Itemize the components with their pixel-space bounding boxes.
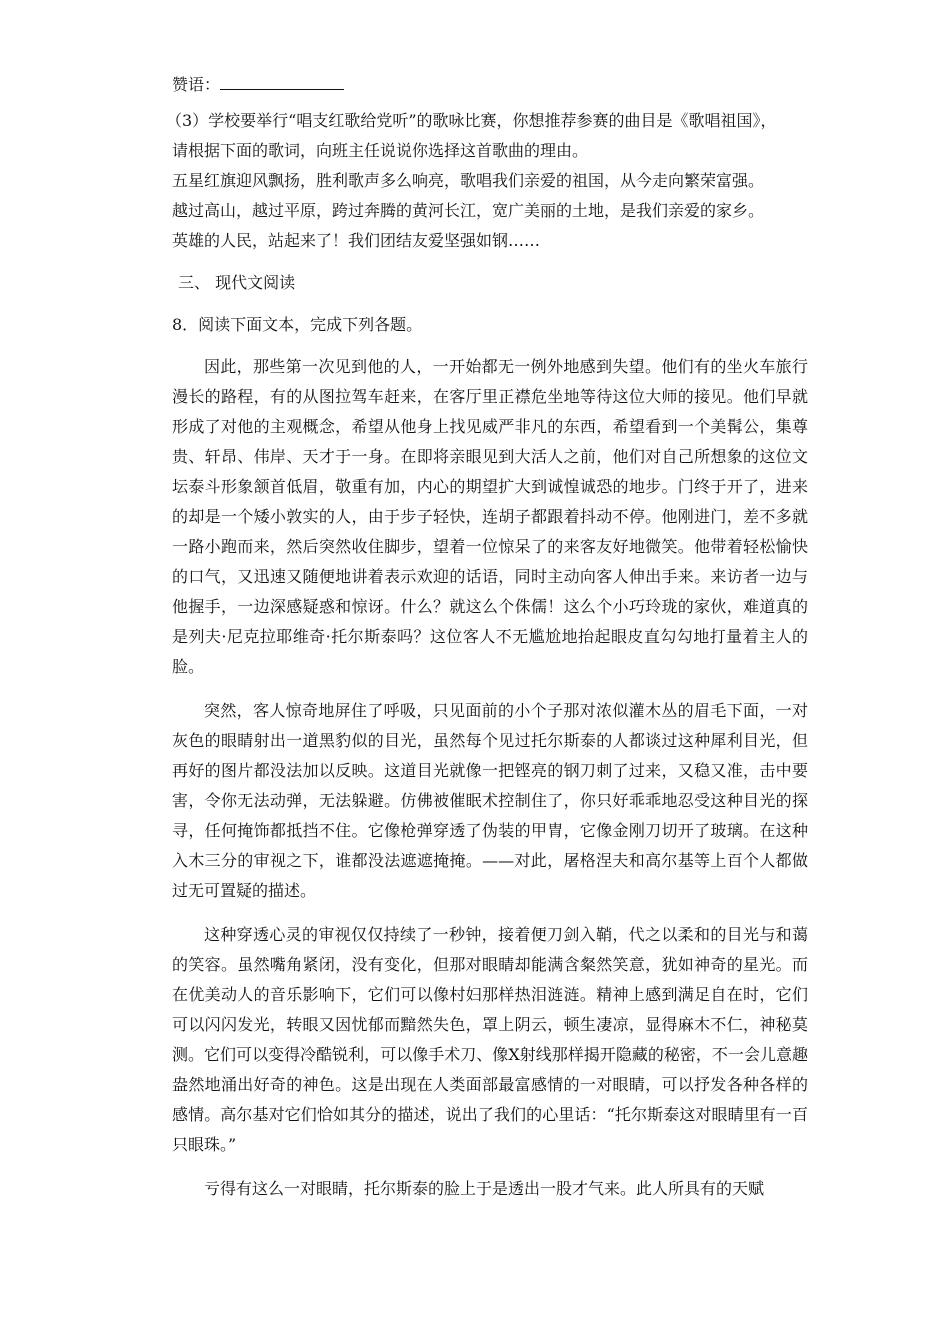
lyrics-line-1: 五星红旗迎风飘扬，胜利歌声多么响亮，歌唱我们亲爱的祖国，从今走向繁荣富强。	[172, 171, 765, 190]
praise-label: 赞语：	[172, 75, 221, 94]
section-title: 三、 现代文阅读	[178, 273, 296, 292]
article-paragraph-1: 因此，那些第一次见到他的人，一开始都无一例外地感到失望。他们有的坐火车旅行漫长的路程，有的从图拉驾车赶来，在客厅里正襟危坐地等待这位大师的接见。他们早就形成了对他的主观概念，希望从他身上找见威严非凡的东西，希望看到一个美髯公，集尊贵、轩昂、伟岸、天才于一身。在即将亲眼见到大活人之前，他们对自己所想象的这位文坛泰斗形象颔首低眉，敬重有加，内心的期望扩大到诚惶诚恐的地步。门终于开了，进来的却是一个矮小敦实的人，由于步子轻快，连胡子都跟着抖动不停。他刚进门，差不多就一路小跑而来，然后突然收住脚步，望着一位惊呆了的来客友好地微笑。他带着轻松愉快的口气，又迅速又随便地讲着表示欢迎的话语，同时主动向客人伸出手来。来访者一边与他握手，一边深感疑惑和惊讶。什么？就这么个侏儒！这么个小巧玲珑的家伙，难道真的是列夫·尼克拉耶维奇·托尔斯泰吗？这位客人不无尴尬地抬起眼皮直勾勾地打量着主人的脸。	[172, 357, 808, 676]
question3-line2: 请根据下面的歌词，向班主任说说你选择这首歌曲的理由。	[172, 141, 589, 160]
question3-line1: （3）学校要举行“唱支红歌给党听”的歌咏比赛，你想推荐参赛的曲目是《歌唱祖国》，	[166, 111, 777, 130]
article-paragraph-2: 突然，客人惊奇地屏住了呼吸，只见面前的小个子那对浓似灌木丛的眉毛下面，一对灰色的眼睛射出一道黑豹似的目光，虽然每个见过托尔斯泰的人都谈过这种犀利目光，但再好的图片都没法加以反映。这道目光就像一把铿亮的钢刀刺了过来，又稳又准，击中要害，令你无法动弹，无法躲避。仿佛被催眠术控制住了，你只好乖乖地忍受这种目光的探寻，任何掩饰都抵挡不住。它像枪弹穿透了伪装的甲胄，它像金刚刀切开了玻璃。在这种入木三分的审视之下，谁都没法遮遮掩掩。——对此，屠格涅夫和高尔基等上百个人都做过无可置疑的描述。	[172, 701, 808, 900]
praise-answer-blank[interactable]	[220, 73, 344, 90]
lyrics-line-2: 越过高山，越过平原，跨过奔腾的黄河长江，宽广美丽的土地，是我们亲爱的家乡。	[172, 201, 765, 220]
article-paragraph-4: 亏得有这么一对眼睛，托尔斯泰的脸上于是透出一股才气来。此人所具有的天赋	[204, 1179, 765, 1198]
lyrics-line-3: 英雄的人民，站起来了！我们团结友爱坚强如钢……	[172, 231, 541, 250]
question8-prompt: 8．阅读下面文本，完成下列各题。	[172, 315, 423, 334]
article-paragraph-3: 这种穿透心灵的审视仅仅持续了一秒钟，接着便刀剑入鞘，代之以柔和的目光与和蔼的笑容。虽然嘴角紧闭，没有变化，但那对眼睛却能满含粲然笑意，犹如神奇的星光。而在优美动人的音乐影响下，它们可以像村妇那样热泪涟涟。精神上感到满足自在时，它们可以闪闪发光，转眼又因忧郁而黯然失色，罩上阴云，顿生凄凉，显得麻木不仁，神秘莫测。它们可以变得冷酷锐利，可以像手术刀、像X射线那样揭开隐藏的秘密，不一会儿意趣盎然地涌出好奇的神色。这是出现在人类面部最富感情的一对眼睛，可以抒发各种各样的感情。高尔基对它们恰如其分的描述，说出了我们的心里话：“托尔斯泰这对眼睛里有一百只眼珠。”	[172, 925, 808, 1154]
page-content	[166, 70, 808, 1204]
praise-line	[172, 70, 808, 100]
